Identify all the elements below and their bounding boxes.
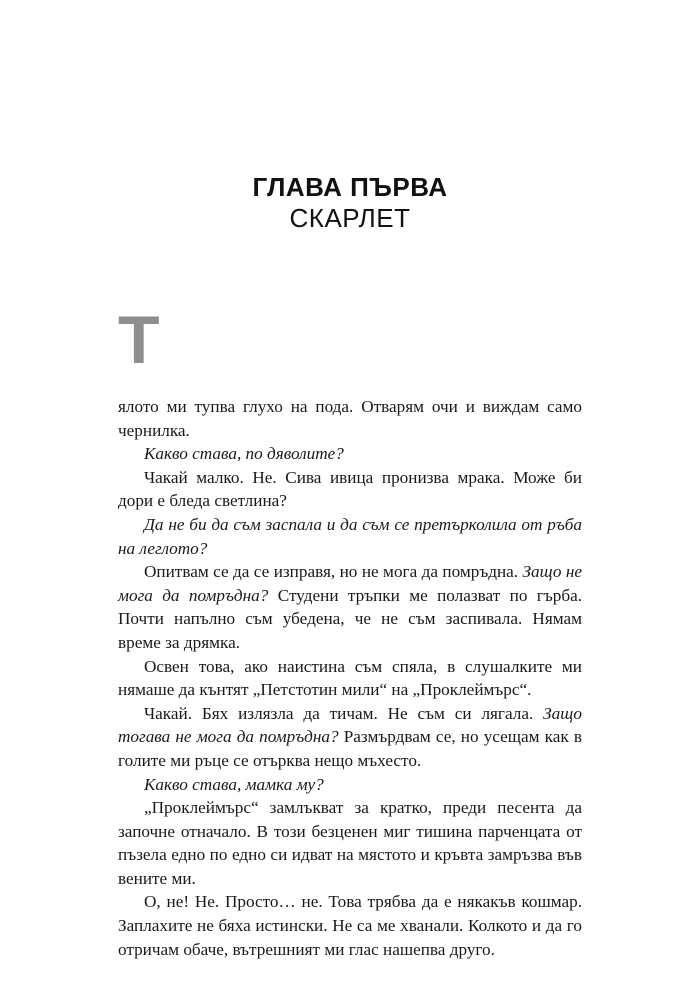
chapter-heading xyxy=(0,172,700,234)
drop-cap: Т xyxy=(118,302,160,378)
paragraph-text: Опитвам се да се изправя, но не мога да помръдна. xyxy=(144,562,523,582)
italic-thought: Какво става, мамка му? xyxy=(144,774,324,794)
paragraph-text: Студени тръпки ме полазват по гърба. Почти напълно съм убедена, че не съм заспивала. Нямам време за дрямка. xyxy=(118,585,582,652)
paragraph xyxy=(118,560,582,654)
paragraph xyxy=(118,442,582,466)
paragraph: „Проклеймърс“ замлъкват за кратко, преди песента да започне отначало. В този безценен миг тишина парченцата от пъзела едно по едно си идват на мястото и кръвта замръзва във вените ми. xyxy=(118,798,582,888)
paragraph-text: Размърдвам се, но усещам как в голите ми ръце се отърква нещо мъхесто. xyxy=(118,727,582,770)
chapter-body xyxy=(118,302,582,961)
italic-thought: Защо не мога да помръдна? xyxy=(118,562,582,605)
paragraph xyxy=(118,773,582,797)
paragraph: Освен това, ако наистина съм спяла, в слушалките ми нямаше да кънтят „Петстотин мили“ на „Проклеймърс“. xyxy=(118,656,582,700)
italic-thought: Какво става, по дяволите? xyxy=(144,444,344,464)
paragraph: О, не! Не. Просто… не. Това трябва да е някакъв кошмар. Заплахите не бяха истински. Не са ме хванали. Колкото и да го отричам обаче, вътрешният ми глас нашепва друго. xyxy=(118,892,582,959)
paragraph: Чакай малко. Не. Сива ивица пронизва мрака. Може би дори е бледа светлина? xyxy=(118,467,582,511)
italic-thought: Да не би да съм заспала и да съм се претърколила от ръба на леглото? xyxy=(118,514,582,558)
italic-thought: Защо тогава не мога да помръдна? xyxy=(118,703,582,747)
paragraph xyxy=(118,702,582,773)
chapter-number: ГЛАВА ПЪРВА xyxy=(252,172,448,202)
paragraph xyxy=(118,513,582,560)
chapter-title: СКАРЛЕТ xyxy=(289,203,411,233)
paragraph xyxy=(118,302,582,442)
paragraph-text: ялото ми тупва глухо на пода. Отварям очи и виждам само чернилка. xyxy=(118,397,582,440)
paragraph-text: Чакай. Бях излязла да тичам. Не съм си лягала. xyxy=(144,703,544,723)
